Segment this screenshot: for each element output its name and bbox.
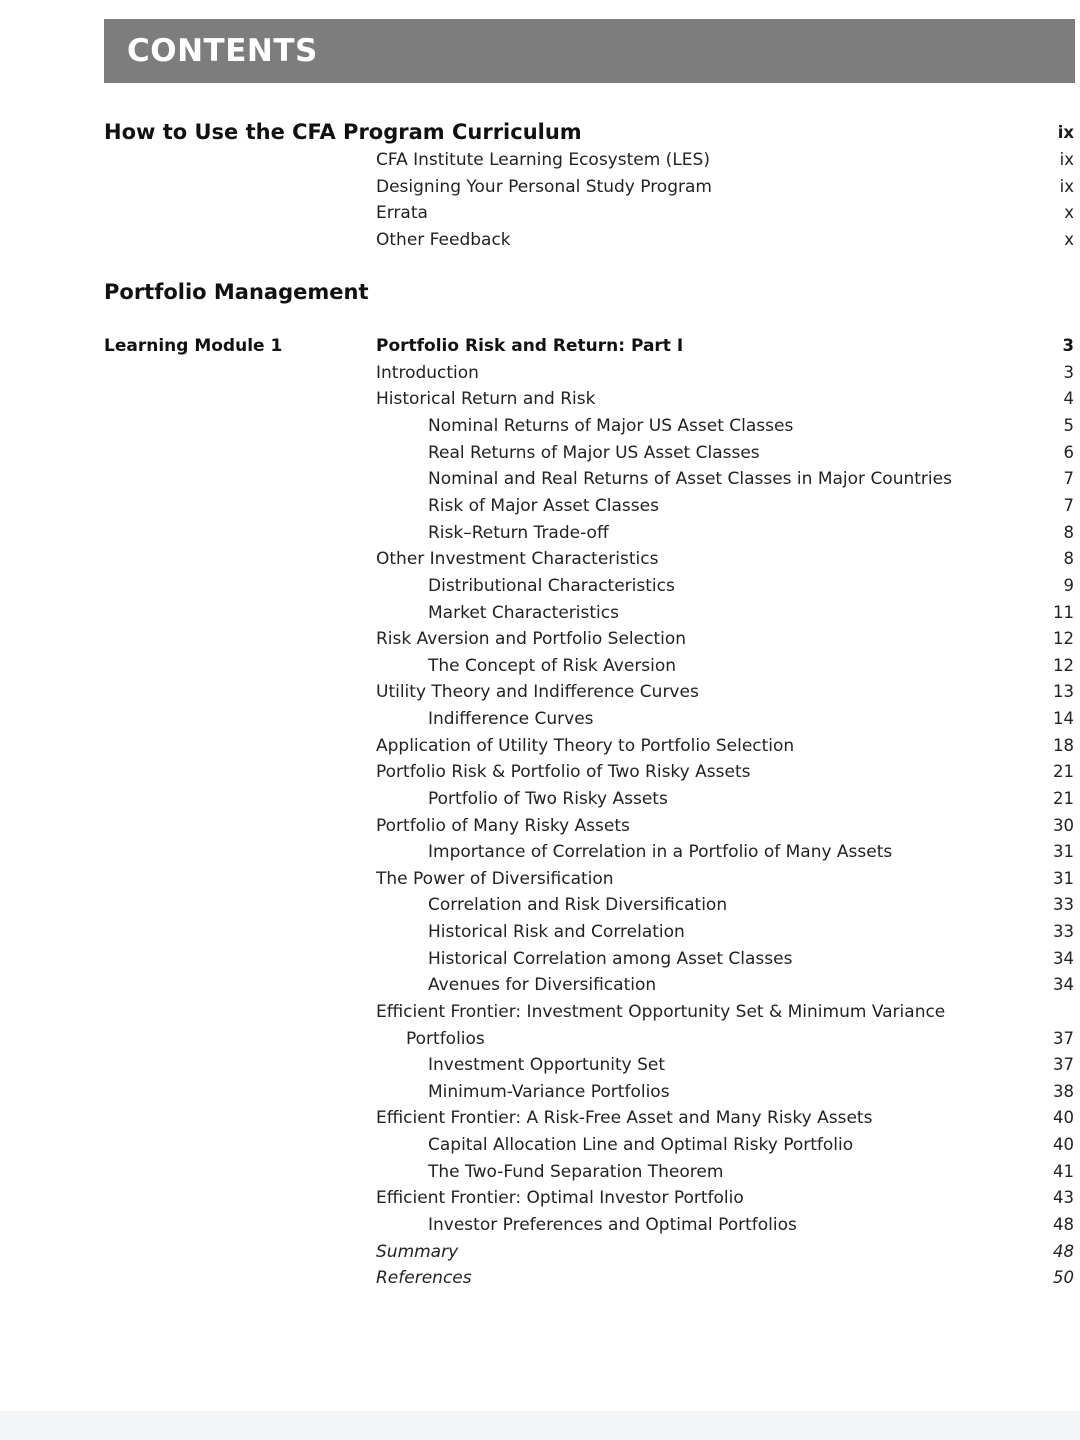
toc-subentry[interactable]: Market Characteristics [428, 603, 619, 623]
toc-subentry[interactable]: Importance of Correlation in a Portfolio of Many Assets [428, 842, 893, 862]
toc-page-number: ix [1059, 177, 1074, 196]
toc-entry[interactable]: CFA Institute Learning Ecosystem (LES) [376, 150, 710, 170]
toc-page-number: 9 [1063, 576, 1074, 595]
module-page-number: 3 [1062, 336, 1074, 355]
toc-page-number: 48 [1053, 1215, 1074, 1234]
section-page-how-to-use: ix [1057, 123, 1074, 142]
toc-subentry[interactable]: Risk–Return Trade-off [428, 523, 609, 543]
toc-page-number: 3 [1063, 363, 1074, 382]
toc-page-number: 41 [1053, 1162, 1074, 1181]
toc-page-number: 37 [1053, 1029, 1074, 1048]
toc-entry[interactable]: Risk Aversion and Portfolio Selection [376, 629, 687, 649]
toc-page-number: 8 [1063, 549, 1074, 568]
toc-page-number: 31 [1053, 869, 1074, 888]
toc-entry-summary[interactable]: Summary [376, 1242, 459, 1262]
toc-entry[interactable]: Errata [376, 203, 428, 223]
page-title: CONTENTS [127, 33, 318, 69]
toc-entry[interactable]: Efficient Frontier: Investment Opportunity Set & Minimum Variance [376, 1002, 946, 1022]
toc-page-number: 21 [1053, 789, 1074, 808]
toc-subentry[interactable]: Capital Allocation Line and Optimal Risky Portfolio [428, 1135, 854, 1155]
toc-page-number: 33 [1053, 895, 1074, 914]
toc-entry[interactable]: Portfolio Risk & Portfolio of Two Risky Assets [376, 762, 751, 782]
toc-subentry[interactable]: Minimum-Variance Portfolios [428, 1082, 670, 1102]
toc-page-number: 34 [1053, 975, 1074, 994]
toc-page-number: x [1064, 230, 1074, 249]
toc-page-number: 33 [1053, 922, 1074, 941]
toc-page-number: 7 [1063, 469, 1074, 488]
toc-page-number: 31 [1053, 842, 1074, 861]
toc-entry[interactable]: Other Investment Characteristics [376, 549, 659, 569]
toc-page-number: ix [1059, 150, 1074, 169]
toc-entry[interactable]: Designing Your Personal Study Program [376, 177, 712, 197]
toc-subentry[interactable]: Investment Opportunity Set [428, 1055, 666, 1075]
contents-banner [104, 19, 1075, 83]
toc-page-number: 12 [1053, 656, 1074, 675]
toc-entry[interactable]: The Power of Diversification [376, 869, 614, 889]
toc-page-number: 18 [1053, 736, 1074, 755]
toc-page-number: 11 [1053, 603, 1074, 622]
toc-page-number: 40 [1053, 1108, 1074, 1127]
toc-page-number: 30 [1053, 816, 1074, 835]
toc-subentry[interactable]: Investor Preferences and Optimal Portfolios [428, 1215, 797, 1235]
toc-page-number: 48 [1053, 1242, 1074, 1261]
toc-entry[interactable]: Other Feedback [376, 230, 511, 250]
toc-subentry[interactable]: Correlation and Risk Diversification [428, 895, 728, 915]
toc-subentry[interactable]: Portfolio of Two Risky Assets [428, 789, 668, 809]
module-title[interactable]: Portfolio Risk and Return: Part I [376, 336, 684, 356]
toc-page-number: 14 [1053, 709, 1074, 728]
footer-strip [0, 1411, 1080, 1440]
toc-page-number: 12 [1053, 629, 1074, 648]
toc-entry[interactable]: Application of Utility Theory to Portfolio Selection [376, 736, 795, 756]
toc-subentry[interactable]: Indifference Curves [428, 709, 594, 729]
toc-entry-references[interactable]: References [376, 1268, 472, 1288]
toc-page-number: 37 [1053, 1055, 1074, 1074]
toc-subentry[interactable]: Risk of Major Asset Classes [428, 496, 659, 516]
toc-page-number: 7 [1063, 496, 1074, 515]
toc-entry[interactable]: Historical Return and Risk [376, 389, 596, 409]
toc-subentry[interactable]: Distributional Characteristics [428, 576, 675, 596]
toc-subentry[interactable]: The Two-Fund Separation Theorem [428, 1162, 724, 1182]
toc-entry[interactable]: Efficient Frontier: A Risk-Free Asset and Many Risky Assets [376, 1108, 873, 1128]
toc-page-number: 6 [1063, 443, 1074, 462]
toc-subentry[interactable]: Historical Risk and Correlation [428, 922, 685, 942]
toc-subentry[interactable]: Nominal and Real Returns of Asset Classes in Major Countries [428, 469, 952, 489]
toc-page-number: 8 [1063, 523, 1074, 542]
toc-entry[interactable]: Efficient Frontier: Optimal Investor Portfolio [376, 1188, 744, 1208]
toc-subentry[interactable]: Historical Correlation among Asset Classes [428, 949, 793, 969]
toc-page-number: 21 [1053, 762, 1074, 781]
toc-subentry[interactable]: Avenues for Diversification [428, 975, 657, 995]
toc-page-number: 40 [1053, 1135, 1074, 1154]
toc-page-number: 4 [1063, 389, 1074, 408]
toc-page-number: x [1064, 203, 1074, 222]
toc-subentry[interactable]: Real Returns of Major US Asset Classes [428, 443, 760, 463]
toc-subentry[interactable]: Nominal Returns of Major US Asset Classes [428, 416, 794, 436]
toc-page-number: 43 [1053, 1188, 1074, 1207]
section-title-portfolio-management: Portfolio Management [104, 280, 369, 304]
toc-page-number: 34 [1053, 949, 1074, 968]
toc-entry[interactable]: Introduction [376, 363, 479, 383]
toc-entry[interactable]: Portfolio of Many Risky Assets [376, 816, 630, 836]
module-label: Learning Module 1 [104, 336, 283, 356]
section-title-how-to-use: How to Use the CFA Program Curriculum [104, 120, 582, 144]
toc-page-number: 38 [1053, 1082, 1074, 1101]
toc-entry-continuation[interactable]: Portfolios [406, 1029, 485, 1049]
toc-entry[interactable]: Utility Theory and Indifference Curves [376, 682, 699, 702]
toc-page-number: 13 [1053, 682, 1074, 701]
toc-subentry[interactable]: The Concept of Risk Aversion [428, 656, 677, 676]
toc-page-number: 50 [1053, 1268, 1074, 1287]
toc-page-number: 5 [1063, 416, 1074, 435]
